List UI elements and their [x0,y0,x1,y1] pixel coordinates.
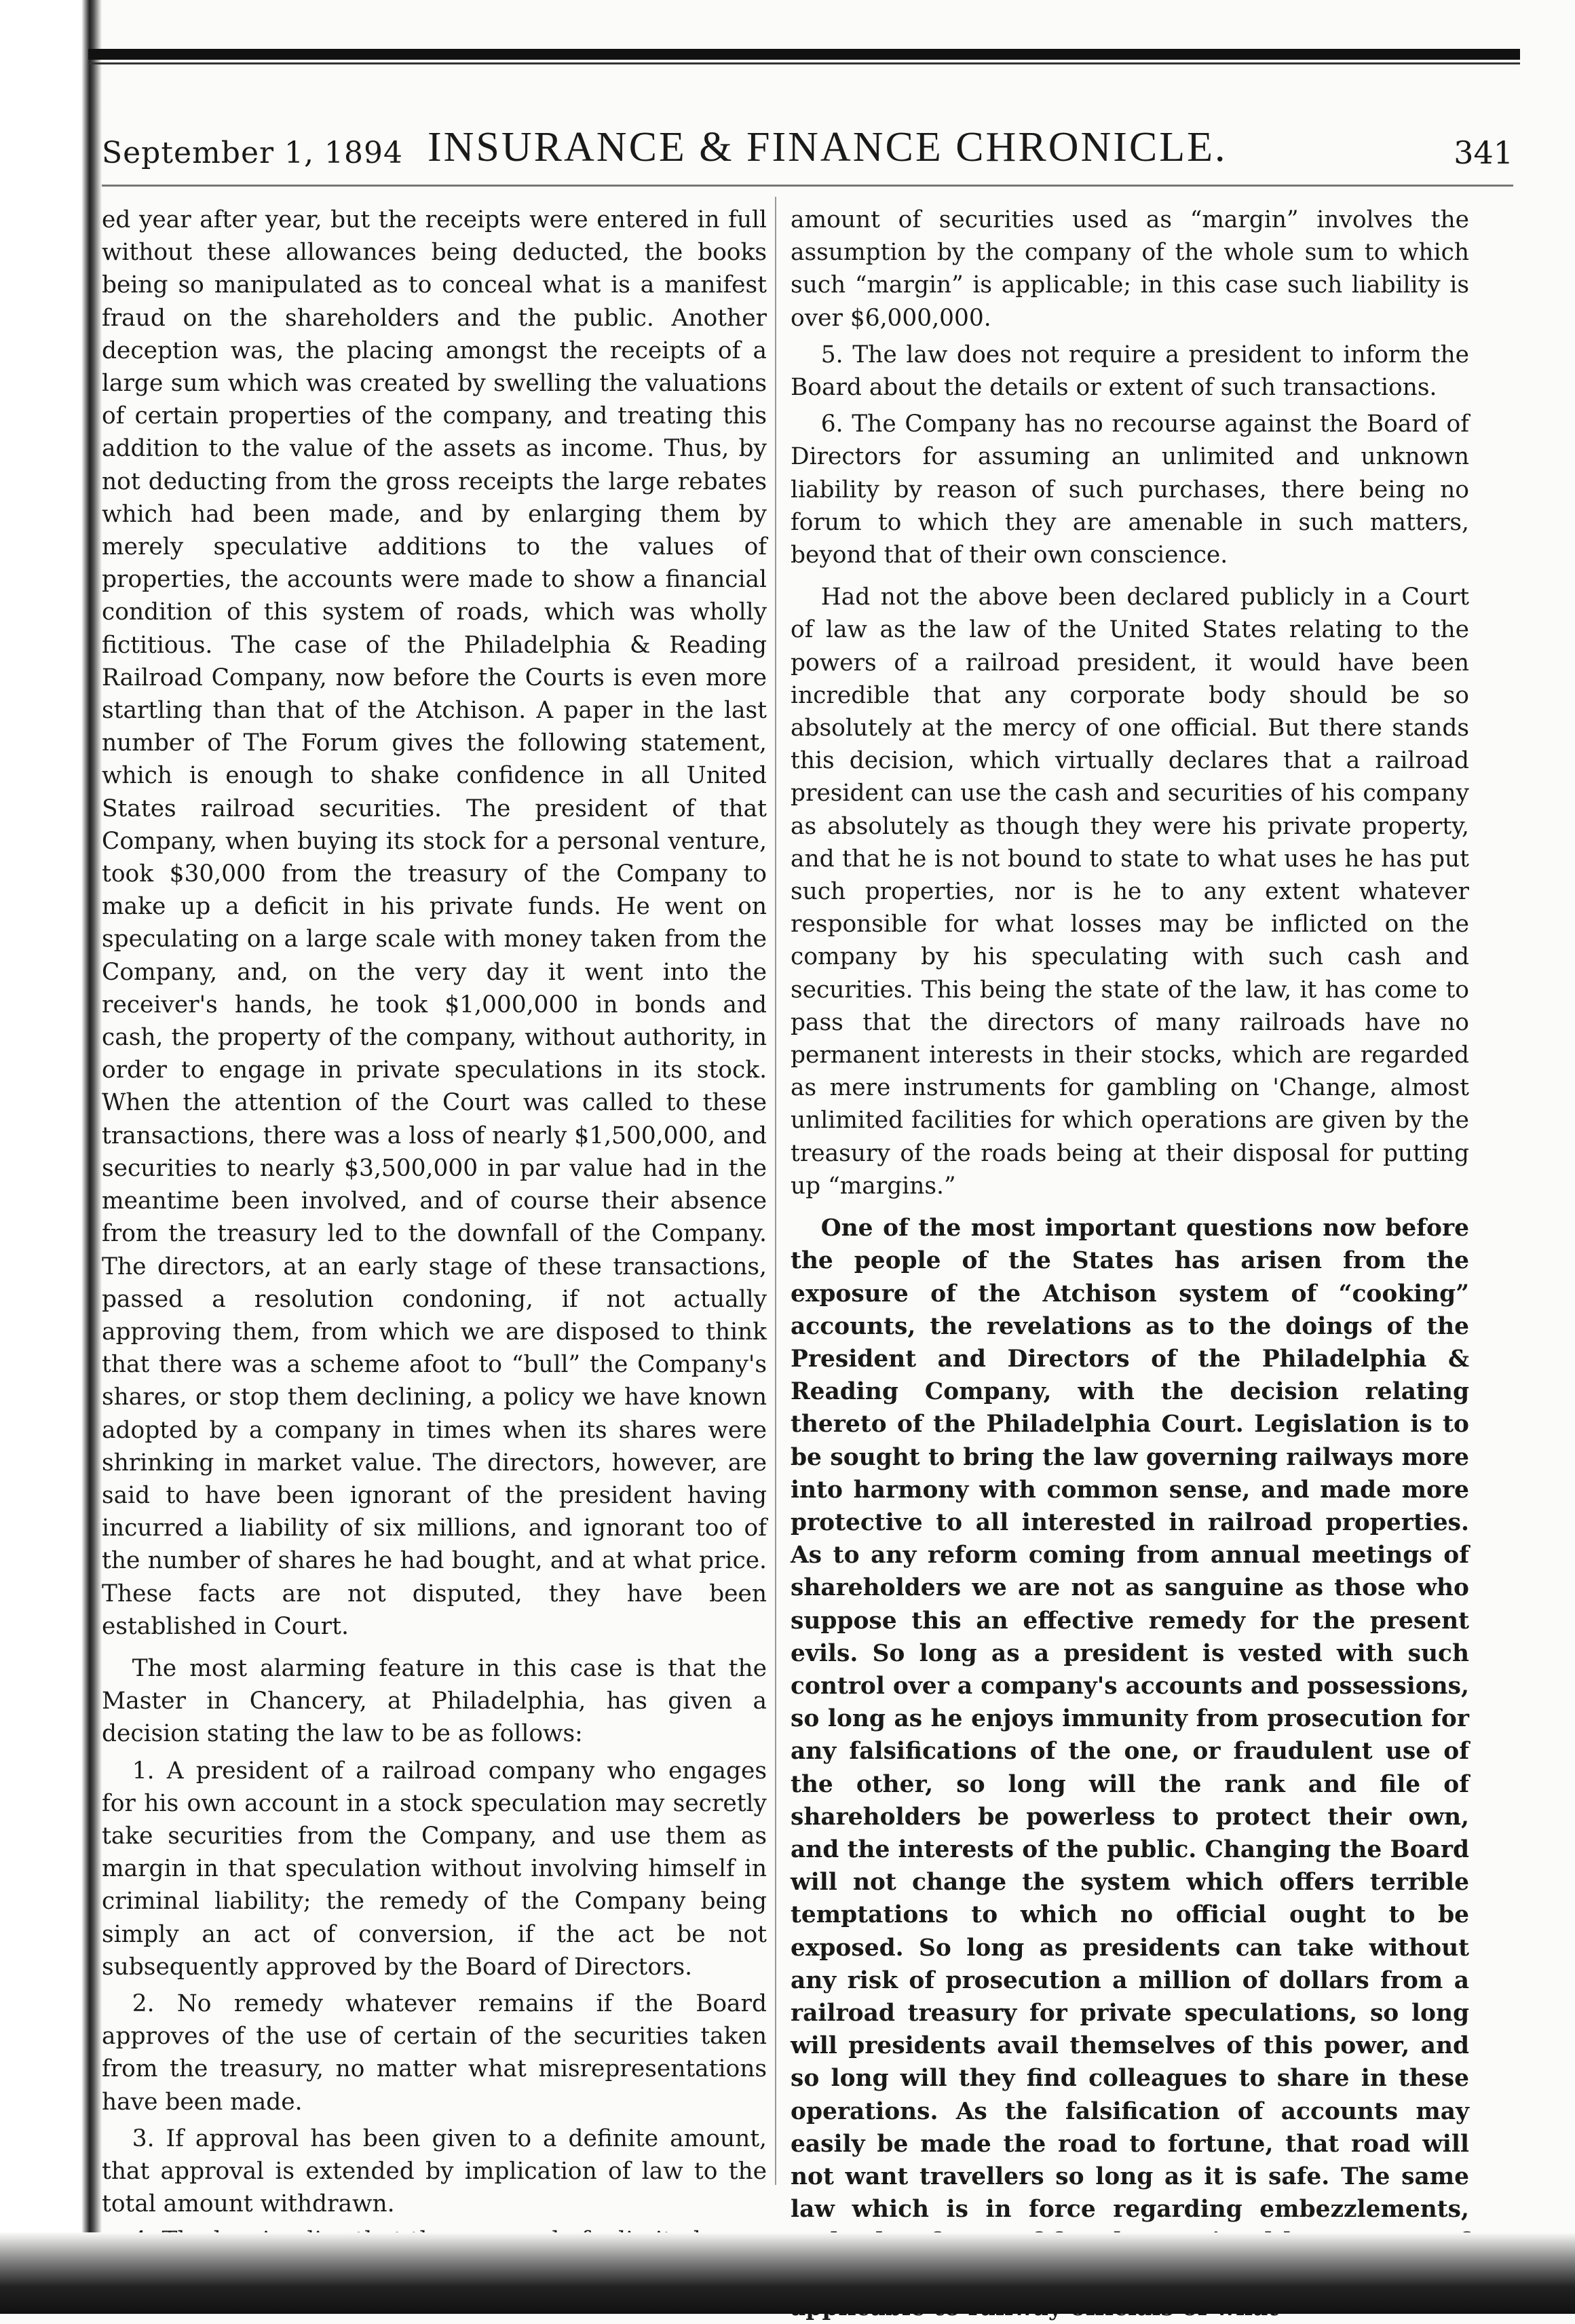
decision-item-6: 6. The Company has no recourse against the Board of Directors for assuming an unlimited and unknown liability by reason of such purchases, there being no forum to which they are amenable in such matters, beyond that of their own conscience. [791,411,1469,569]
running-header [102,122,1513,176]
column-divider [775,197,776,2185]
top-border-rule-thin [88,62,1520,64]
decision-item-3: 3. If approval has been given to a definite amount, that approval is extended by implication of law to the total amount withdrawn. [102,2125,767,2218]
header-title: INSURANCE & FINANCE CHRONICLE. [428,124,1228,170]
header-page-number: 341 [1454,134,1513,171]
page-binding-edge [0,0,102,2314]
decision-item-1: 1. A president of a railroad company who engages for his own account in a stock speculation may secretly take securities from the Company, and use them as margin in that speculation without involving himself in criminal liability; the remedy of the Company being simply an act of conversion, if the act be not subsequently approved by the Board of Directors. [102,1757,767,1981]
right-paragraph-3: One of the most important questions now before the people of the States has arisen from the exposure of the Atchison system of “cooking” accounts, the revelations as to the doings of the President and Directors of the Philadelphia & Reading Company, with the decision relating thereto of the Philadelphia Court. Legislation is to be sought to bring the law governing railways more into harmony with common sense, and made more protective to all interested in railroad properties. As to any reform coming from annual meetings of shareholders we are not as sanguine as those who suppose this an effective remedy for the present evils. So long as a president is vested with such control over a company's accounts and possessions, so long as he enjoys immunity from prosecution for any falsifications of the one, or fraudulent use of the other, so long will the rank and file of shareholders be powerless to protect their own, and the interests of the public. Changing the Board will not change the system which offers terrible temptations to which no official ought to be exposed. So long as presidents can take without any risk of prosecution a million of dollars from a railroad treasury for private speculations, so long will presidents avail themselves of this power, and so long will they find colleagues to share in these operations. As the falsification of accounts may easily be made the road to fortune, that road will not want travellers so long as it is safe. The same law which is in force regarding embezzlements, [791,1215,1469,2224]
right-paragraph-1: amount of securities used as “margin” involves the assumption by the company of the whole sum to which such “margin” is applicable; in this case such liability is over $6,000,000. [791,206,1469,332]
right-paragraph-2: Had not the above been declared publicly in a Court of law as the law of the United States relating to the powers of a railroad president, it would have been incredible that any corporate body should be so absolutely at the mercy of one official. But there stands this decision, which virtually declares that a railroad president can use the cash and securities of his company as absolutely as though they were his private property, and that he is not bound to state to what uses he has put such properties, nor is he to any extent whatever responsible for what losses may be inflicted on the company by his speculating with such cash and securities. This being the state of the law, it has come to pass that the directors of many railroads have no permanent interests in their stocks, which are regarded as mere instruments for gambling on 'Change, almost unlimited facilities for which operations are given by the treasury of the roads being at their disposal for putting up “margins.” [791,584,1469,1200]
right-column [791,204,1469,2324]
decision-item-5: 5. The law does not require a president to inform the Board about the details or extent of such transactions. [791,341,1469,402]
left-column [102,204,767,2258]
left-paragraph-1: ed year after year, but the receipts were entered in full without these allowances being deducted, the books being so manipulated as to conceal what is a manifest fraud on the shareholders and the public. Another deception was, the placing amongst the receipts of a large sum which was created by swelling the valuations of certain properties of the company, and treating this addition to the value of the assets as income. Thus, by not deducting from the gross receipts the large rebates which had been made, and by enlarging them by merely speculative additions to the values of properties, the accounts were made to show a financial condition of this system of roads, which was wholly fictitious. The case of the Philadelphia & Reading Railroad Company, now before the Courts is even more startling than that of the Atchison. A paper in the last number of The Forum gives the following statement, which is enough to shake confidence in all United States railroad securities. The president of that Company, when buying its stock for a personal venture, took $30,000 from the treasury of the Company to make up a deficit in his private funds. He went on speculating on a large scale with money taken from the Company, and, on the very day it went into the receiver's hands, he took $1,000,000 in bonds and cash, the property of the company, without authority, in order to engage in private speculations in its stock. When the attention of the Court was called to these transactions, there was a loss of nearly $1,500,000, and securities to nearly $3,500,000 in par value had in the meantime been involved, and of course their absence from the treasury led to the downfall of the Company. The directors, at an early stage of these transactions, passed a resolution condoning, if not actually approving them, from which we are disposed to think that there was a scheme afoot to “bull” the Company's shares, or stop them declining, a policy we have known adopted by a company in times when its shares were shrinking in market value. The directors, however, are said to have been ignorant of the president having incurred a liability of six millions, and ignorant too of the number of shares he had bought, and at what price. These facts are not disputed, they have been established in Court. [102,206,767,1640]
top-border-rule [88,49,1520,60]
decision-item-2: 2. No remedy whatever remains if the Board approves of the use of certain of the securities taken from the treasury, no matter what misrepresentations have been made. [102,1989,767,2116]
page-bottom-edge [0,2232,1575,2314]
header-date: September 1, 1894 [102,136,403,170]
header-rule [102,185,1513,187]
left-paragraph-2: The most alarming feature in this case is that the Master in Chancery, at Philadelphia, has given a decision stating the law to be as follows: [102,1654,767,1748]
